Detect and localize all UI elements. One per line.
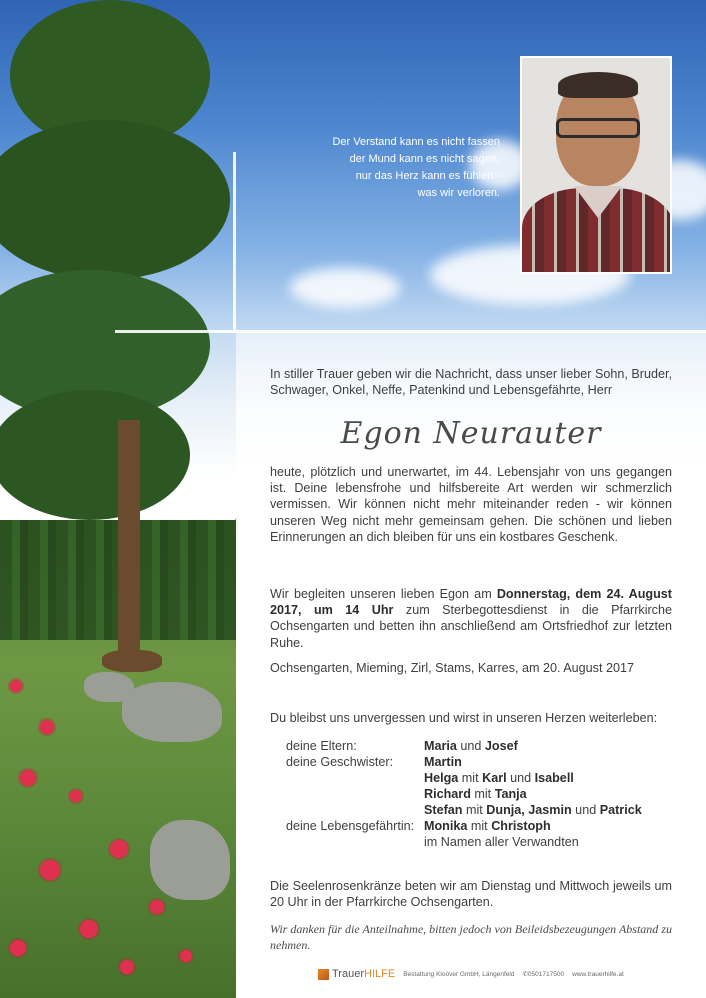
relatives-row-parents [286,738,642,754]
conjunction: und [506,771,535,785]
flower [150,900,164,914]
footer-phone: ✆0501717500 [522,971,565,978]
tree-trunk [102,650,162,672]
relative-name: Karl [482,771,507,785]
flower [20,770,36,786]
relative-name: Monika [424,819,468,833]
relative-name: Richard [424,787,471,801]
relatives-names [424,818,551,834]
logo-accent: HILFE [364,968,396,980]
quote-line: nur das Herz kann es fühlen - [355,170,500,182]
flower [180,950,192,962]
trauerhilfe-logo-icon [318,969,329,980]
portrait-glasses [556,118,640,138]
relative-name: Martin [424,755,462,769]
relative-name: Stefan [424,803,463,817]
flower [10,940,26,956]
conjunction: und [571,803,600,817]
funeral-post: zum Sterbegottesdienst in die Pfarrkirche Ochsengarten und betten ihn anschließend am Ortsfriedhof zur letzten Ruhe. [270,603,672,650]
flower [120,960,134,974]
quote-line: Der Verstand kann es nicht fassen [332,136,500,148]
rock [150,820,230,900]
flower [10,680,22,692]
footer-company: Bestattung Kloöver GmbH, Längenfeld [403,970,515,978]
relative-name: Dunja, Jasmin [486,803,572,817]
conjunction: und [456,739,485,753]
relatives-row-siblings [286,754,642,770]
conjunction: mit [467,819,492,833]
rock [84,672,134,702]
relative-name: Tanja [494,787,527,801]
relative-name: Isabell [534,771,574,785]
memorial-quote [290,134,500,202]
flower [40,720,54,734]
trauerhilfe-logo [332,968,395,980]
intro-paragraph: In stiller Trauer geben wir die Nachricht, dass unser lieber Sohn, Bruder, Schwager, Onkel, Neffe, Patenkind und Lebensgefährte, Herr [270,367,672,398]
rock [122,682,222,742]
relatives-names [424,770,574,786]
relatives-row-siblings [286,802,642,818]
relative-name: Patrick [599,803,642,817]
relatives-row-siblings [286,770,642,786]
conjunction: mit [458,771,483,785]
relatives-others: im Namen aller Verwandten [424,835,579,849]
footer [318,966,624,982]
quote-line: der Mund kann es nicht sagen, [349,153,500,165]
tree-trunk [118,420,140,670]
logo-main: Trauer [332,968,364,980]
rosary-paragraph: Die Seelenrosenkränze beten wir am Dienstag und Mittwoch jeweils um 20 Uhr in der Pfarrkirche Ochsengarten. [270,879,672,910]
relative-name: Maria [424,739,457,753]
relatives-label: deine Eltern: [286,739,357,753]
portrait-photo [520,56,672,274]
funeral-pre: Wir begleiten unseren lieben Egon am [270,587,492,601]
flower [70,790,82,802]
thanks-paragraph: Wir danken für die Anteilnahme, bitten jedoch von Beileidsbezeugungen Abstand zu nehmen. [270,922,672,952]
conjunction: mit [462,803,487,817]
cloud [290,268,400,308]
relatives-row-partner [286,818,642,834]
deceased-name: Egon Neurauter [340,416,602,451]
relatives-row-others [286,834,642,850]
quote-line: was wir verloren. [417,187,500,199]
tree-canopy [0,120,230,280]
funeral-date: Donnerstag, dem 24. August 2017, um 14 Uhr [270,587,672,618]
place-date: Ochsengarten, Mieming, Zirl, Stams, Karres, am 20. August 2017 [270,661,634,675]
relatives-names [424,754,462,770]
portrait-hair [558,72,638,98]
footer-website[interactable]: www.trauerhilfe.at [572,970,624,978]
relatives-names [424,786,527,802]
tree-canopy [0,390,190,520]
cross-horizontal [115,330,706,333]
relative-name: Helga [424,771,459,785]
relative-name: Christoph [491,819,551,833]
relatives-label: deine Geschwister: [286,755,394,769]
relative-name: Josef [484,739,518,753]
cross-vertical [233,152,236,332]
funeral-paragraph [270,586,672,651]
paragraph-farewell: heute, plötzlich und unerwartet, im 44. Lebensjahr von uns gegangen ist. Deine lebensfrohe und hilfsbereite Art werden wir schmerzlich vermissen. Wir können nicht mehr miteinander reden - wir können unseren Weg nicht mehr gemeinsam gehen. Die schönen und lieben Erinnerungen an dich bleiben für uns ein kostbares Geschenk. [270,465,672,544]
flower [110,840,128,858]
landscape-image [0,0,238,998]
remember-line: Du bleibst uns unvergessen und wirst in unseren Herzen weiterleben: [270,711,658,725]
flower [80,920,98,938]
relatives-list [286,738,642,850]
relatives-row-siblings [286,786,642,802]
flower [40,860,60,880]
relatives-label: deine Lebensgefährtin: [286,819,415,833]
relatives-names [424,738,518,754]
conjunction: mit [470,787,495,801]
relatives-names [424,802,642,818]
